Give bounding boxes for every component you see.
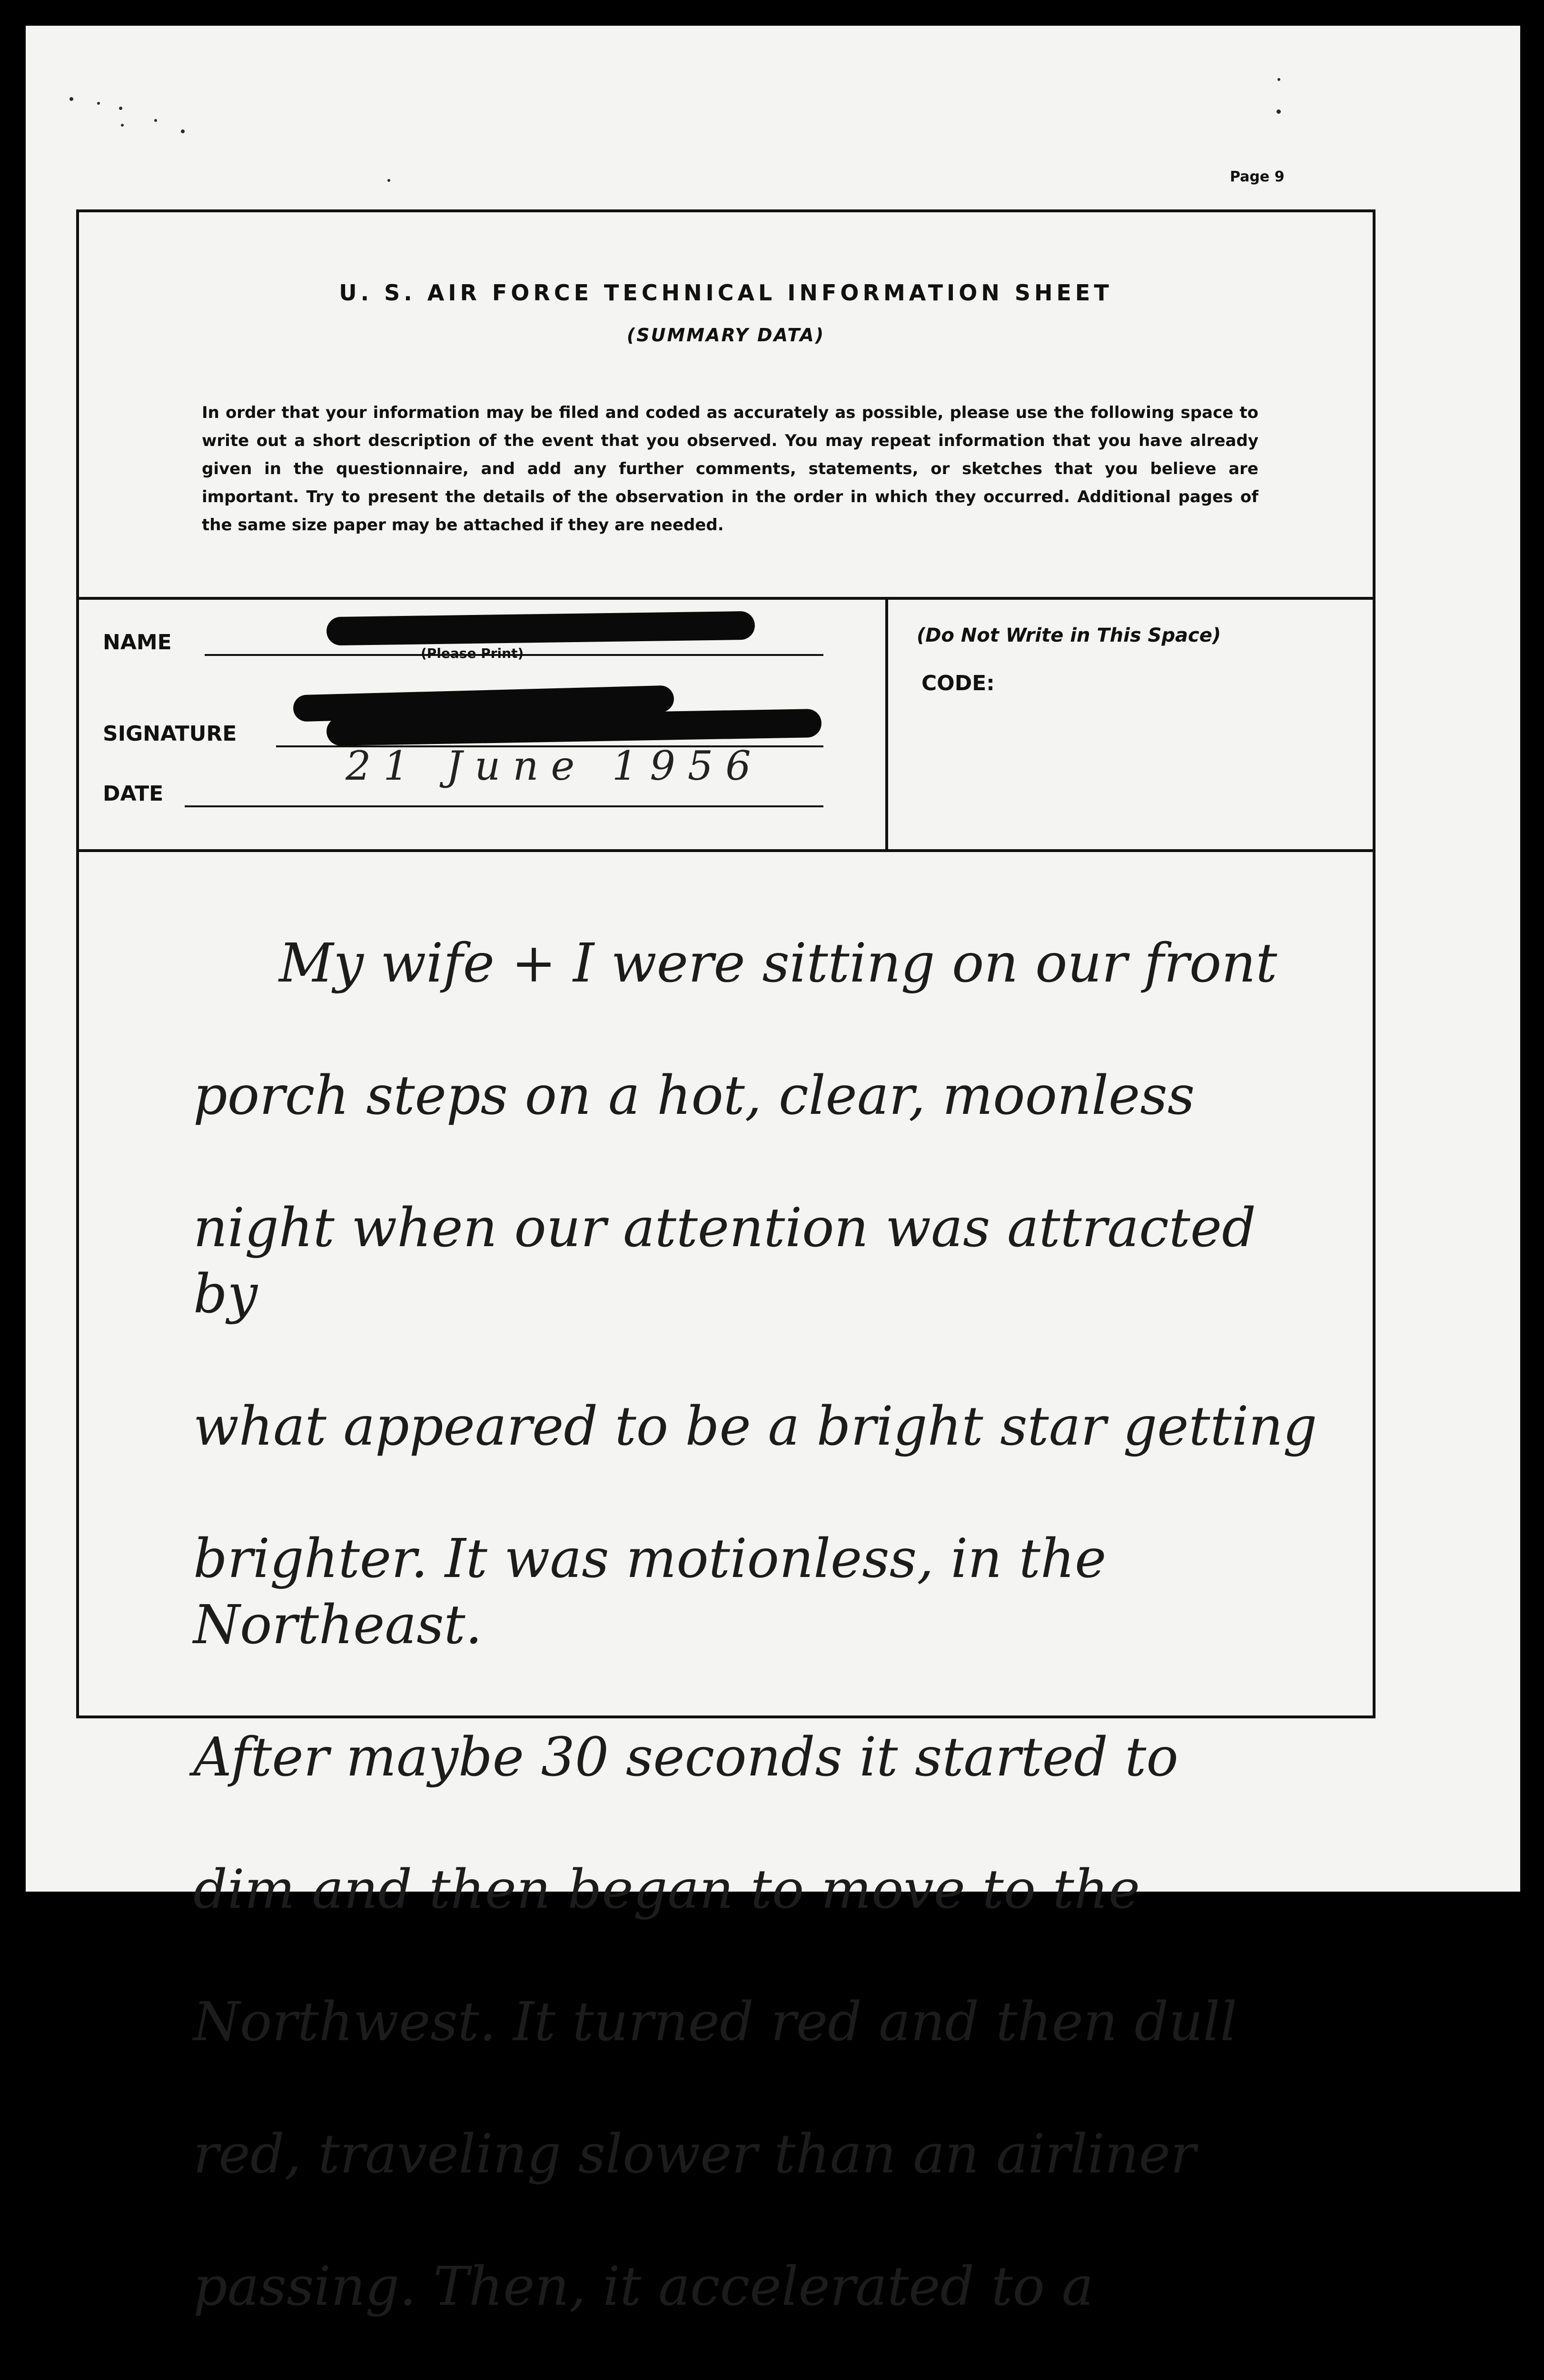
scan-speck — [119, 107, 122, 110]
form-title: U. S. AIR FORCE TECHNICAL INFORMATION SHEET — [339, 280, 1113, 306]
narrative-line: brighter. It was motionless, in the Northeast. — [193, 1528, 1107, 1656]
scan-speck — [97, 102, 100, 105]
information-sheet-form — [76, 209, 1376, 2318]
office-use-note: (Do Not Write in This Space) — [917, 625, 1221, 646]
page-number: Page 9 — [1230, 169, 1285, 185]
identification-block — [79, 600, 1373, 852]
narrative-line: what appeared to be a bright star getting — [193, 1396, 1317, 1458]
date-line — [185, 805, 823, 807]
narrative-line: dim and then began to move to the — [193, 1859, 1140, 1921]
narrative-line: porch steps on a hot, clear, moonless — [193, 1065, 1195, 1127]
narrative-line: After maybe 30 seconds it started to — [193, 1726, 1178, 1788]
scan-speck — [69, 97, 73, 101]
form-header — [79, 212, 1373, 600]
observer-fields — [79, 600, 888, 849]
scan-speck — [1277, 78, 1280, 81]
date-label: DATE — [103, 782, 164, 806]
signature-label: SIGNATURE — [103, 722, 237, 746]
code-label: CODE: — [921, 671, 995, 695]
form-instructions: In order that your information may be filed and coded as accurately as possible, please use the following space to write out a short description of the event that you observed. You may repeat information that you have already given in the questionnaire, and add any further comments, statements, or sketches that you believe are important. Try to present the details of the observation in the order in which they occurred. Additional pages of the same size paper may be attached if they are needed. — [202, 403, 1258, 535]
scan-speck — [154, 119, 157, 122]
narrative-area — [79, 852, 1373, 2318]
scan-speck — [121, 124, 124, 127]
scan-speck — [1277, 109, 1281, 114]
handwritten-date: 21 June 1956 — [346, 743, 763, 789]
document-page — [26, 26, 1520, 2318]
scan-speck — [181, 129, 185, 133]
name-redaction — [327, 611, 755, 646]
narrative-line: passing. Then, it accelerated to a — [193, 2256, 1094, 2318]
form-subtitle: (SUMMARY DATA) — [626, 325, 825, 346]
narrative-line: night when our attention was attracted by — [193, 1197, 1256, 1325]
handwritten-narrative — [193, 864, 1336, 2380]
name-label: NAME — [103, 630, 172, 654]
please-print-hint: (Please Print) — [421, 645, 524, 661]
narrative-line: Northwest. It turned red and then dull — [193, 1991, 1237, 2053]
narrative-line: My wife + I were sitting on our front — [279, 932, 1277, 994]
narrative-line: red, traveling slower than an airliner — [193, 2123, 1196, 2185]
scan-speck — [387, 179, 390, 182]
